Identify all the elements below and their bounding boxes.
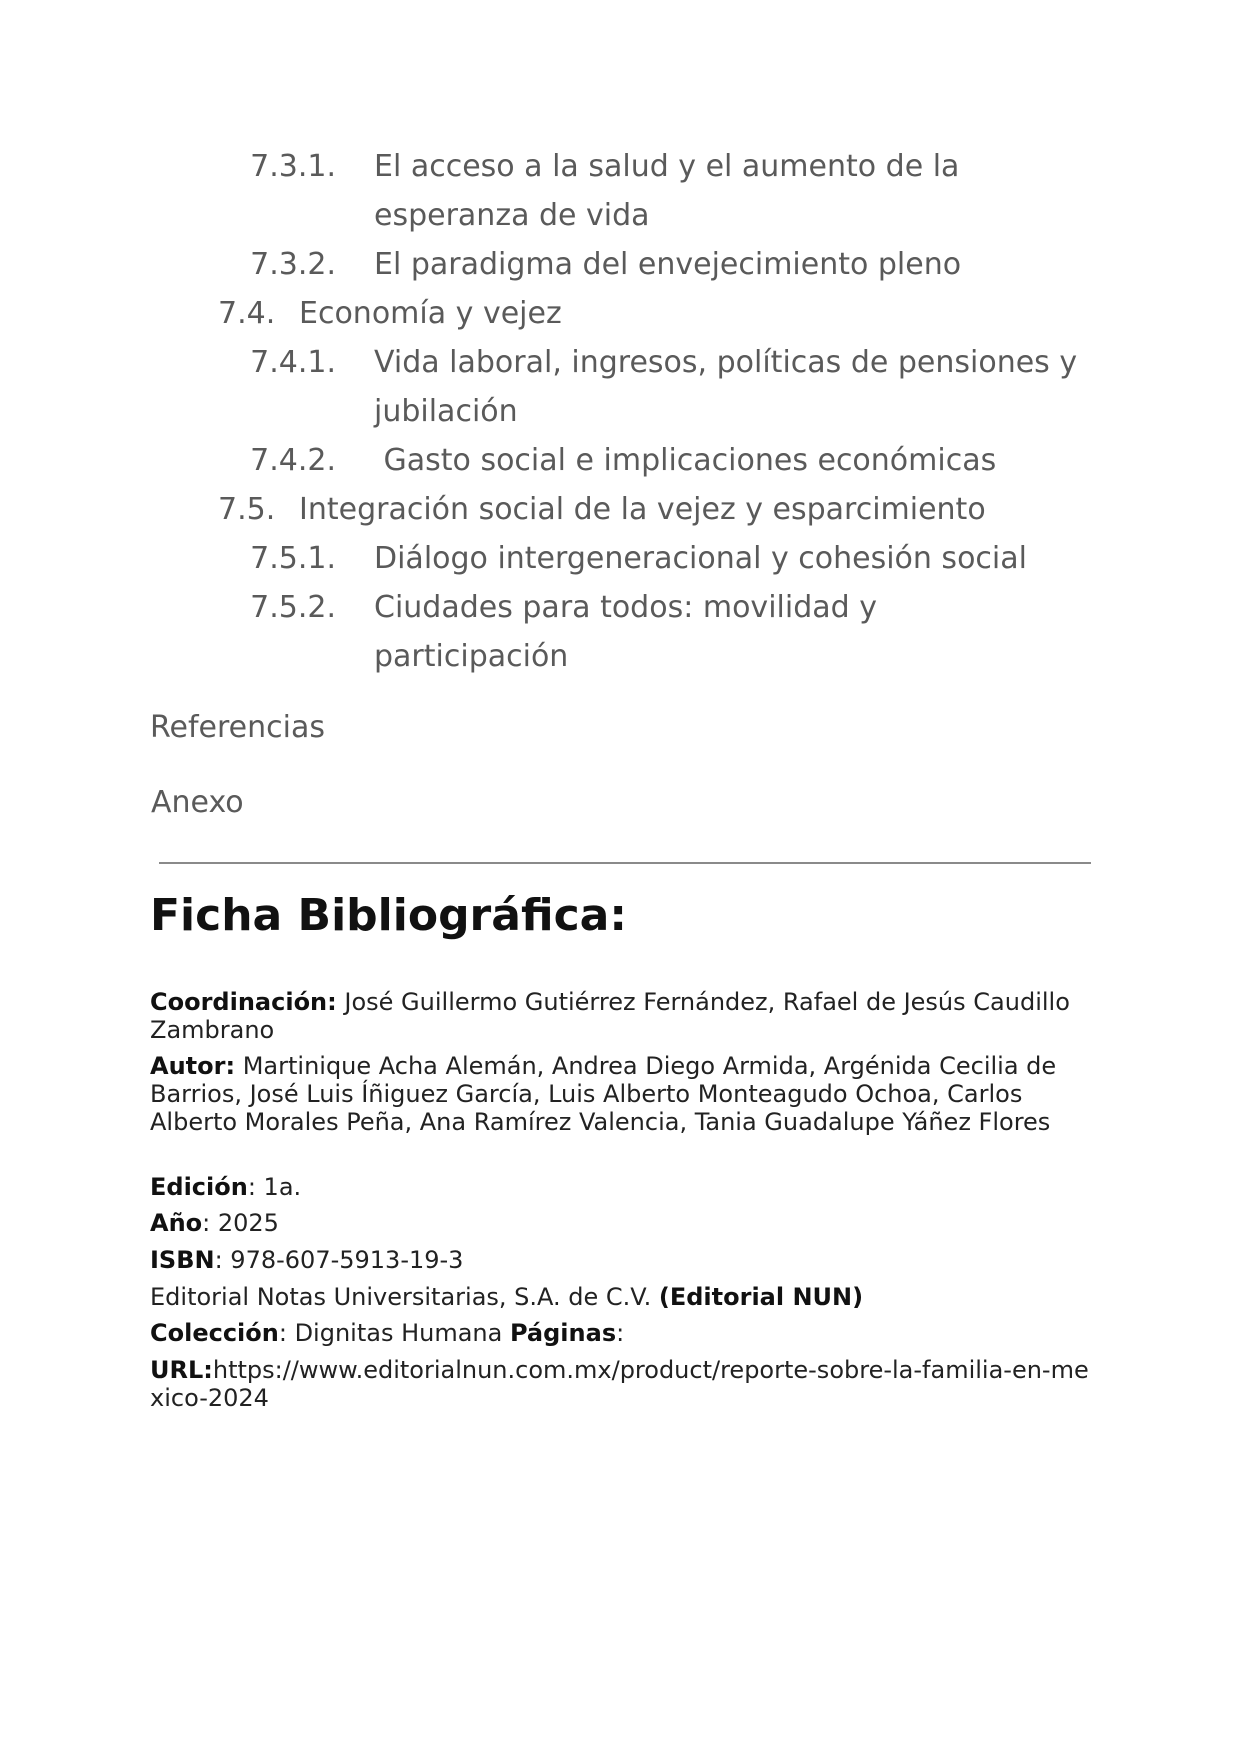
url-label: URL: [150,1356,213,1384]
paginas-value: : [616,1319,625,1347]
autor-value: Martinique Acha Alemán, Andrea Diego Armida, Argénida Cecilia de Barrios, José Luis Íñiguez García, Luis Alberto Monteagudo Ochoa, Carlos Alberto Morales Peña, Ana Ramírez Valencia, Tania Guadalupe Yáñez Flores [150,1052,1057,1136]
toc-referencias: Referencias [150,710,325,745]
url-link[interactable]: https://www.editorialnun.com.mx/product/reporte-sobre-la-familia-en-mexico-2024 [150,1356,1089,1412]
toc-title: Economía y vejez [299,296,562,331]
anio-label: Año [150,1209,203,1237]
toc-number: 7.3.2. [250,247,336,282]
paginas-label: Páginas [509,1319,617,1347]
toc-title: El paradigma del envejecimiento pleno [374,247,962,282]
coordinacion-value: José Guillermo Gutiérrez Fernández, Rafael de Jesús Caudillo Zambrano [150,988,1070,1044]
bibliographic-record-title: Ficha Bibliográfica: [150,890,627,941]
toc-anexo: Anexo [151,785,244,820]
toc-title: El acceso a la salud y el aumento de la [374,149,960,184]
toc-number: 7.4.2. [250,443,336,478]
toc-entry-7-3-1 [0,142,1242,240]
toc-number: 7.5.1. [250,541,336,576]
editorial-short-name: (Editorial NUN) [658,1283,864,1311]
biblio-coleccion [150,1319,1100,1347]
biblio-url [150,1356,1100,1412]
toc-entry-7-4 [0,289,1242,338]
coordinacion-label: Coordinación: [150,988,337,1016]
toc-title-continued: jubilación [374,394,518,429]
coleccion-label: Colección [150,1319,279,1347]
autor-label: Autor: [150,1052,236,1080]
edicion-label: Edición [150,1173,248,1201]
coleccion-value: : Dignitas Humana [278,1319,510,1347]
biblio-isbn [150,1246,1100,1274]
biblio-editorial [150,1283,1100,1311]
toc-title: Integración social de la vejez y esparcimiento [299,492,986,527]
toc-number: 7.4.1. [250,345,336,380]
edicion-value: : 1a. [247,1173,302,1201]
toc-entry-7-5-2 [0,583,1242,681]
toc-title: Vida laboral, ingresos, políticas de pensiones y [374,345,1078,380]
toc-number: 7.5.2. [250,590,336,625]
isbn-label: ISBN [150,1246,215,1274]
isbn-value: : 978-607-5913-19-3 [214,1246,464,1274]
section-divider [159,862,1091,864]
toc-number: 7.5. [218,492,276,527]
toc-title-continued: participación [374,639,569,674]
toc-number: 7.4. [218,296,276,331]
toc-entry-7-5 [0,485,1242,534]
toc-title: Gasto social e implicaciones económicas [374,443,997,478]
toc-title: Diálogo intergeneracional y cohesión social [374,541,1027,576]
toc-title: Ciudades para todos: movilidad y [374,590,877,625]
biblio-anio [150,1209,1100,1237]
toc-entry-7-4-2 [0,436,1242,485]
toc-entry-7-3-2 [0,240,1242,289]
editorial-text: Editorial Notas Universitarias, S.A. de C.V. [150,1283,659,1311]
toc-title-continued: esperanza de vida [374,198,650,233]
toc-number: 7.3.1. [250,149,336,184]
biblio-coordinacion [150,988,1100,1044]
toc-entry-7-4-1 [0,338,1242,436]
toc-entry-7-5-1 [0,534,1242,583]
anio-value: : 2025 [202,1209,279,1237]
biblio-edicion [150,1173,1100,1201]
biblio-autor [150,1052,1100,1136]
